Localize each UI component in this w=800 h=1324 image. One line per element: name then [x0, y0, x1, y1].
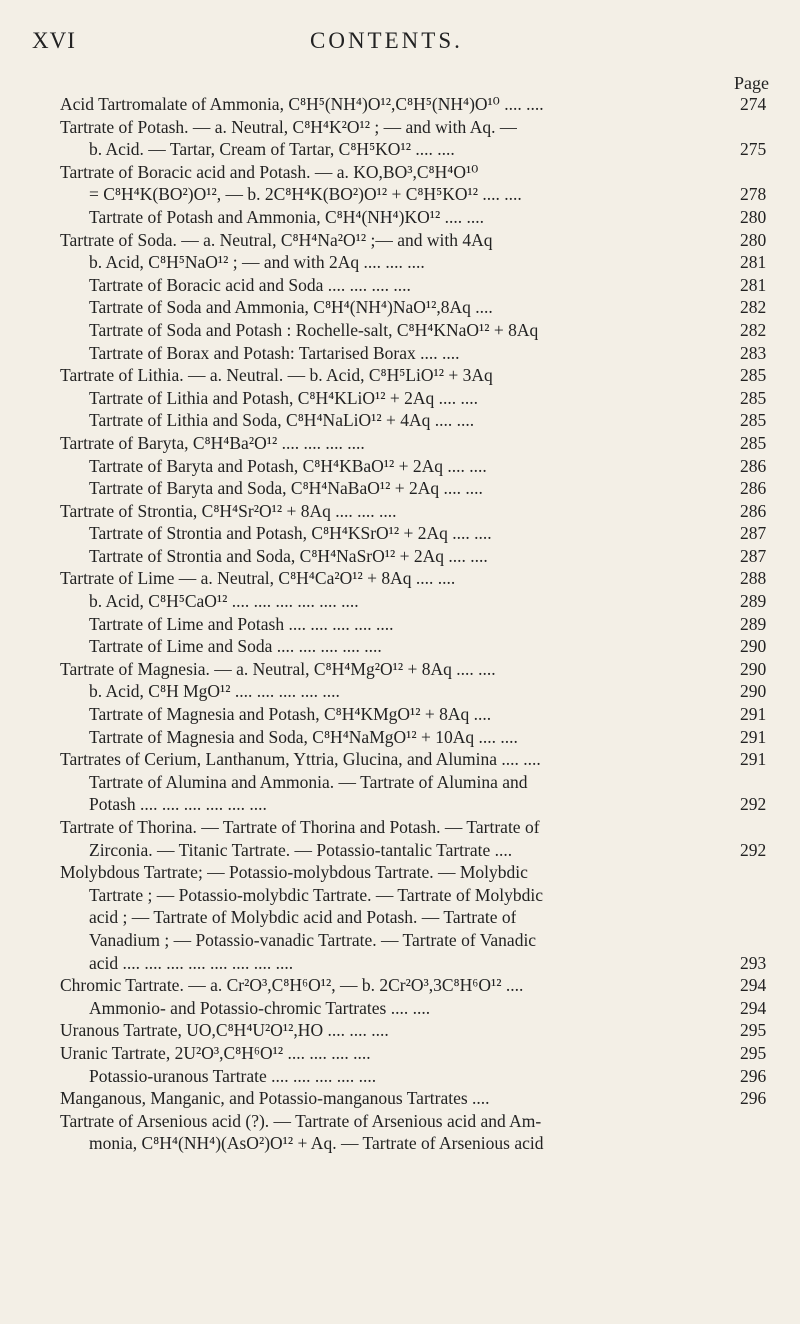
entry-page-number: 282 — [740, 297, 767, 318]
entry-text: Tartrate of Lime — a. Neutral, C⁸H⁴Ca²O¹² + 8Aq .... .... — [60, 568, 456, 589]
entry-text: Tartrate of Potash and Ammonia, C⁸H⁴(NH⁴)KO¹² .... .... — [89, 206, 485, 227]
entry-page-number: 290 — [740, 658, 767, 679]
contents-entry — [0, 658, 800, 681]
entry-text: Potash .... .... .... .... .... .... — [89, 794, 267, 815]
entry-page-number: 285 — [740, 387, 767, 408]
entry-text: Tartrate of Borax and Potash: Tartarised Borax .... .... — [89, 342, 460, 363]
entry-page-number: 294 — [740, 975, 767, 996]
entry-text: Manganous, Manganic, and Potassio-manganous Tartrates .... — [60, 1088, 490, 1109]
contents-entry — [0, 635, 800, 658]
entry-text: monia, C⁸H⁴(NH⁴)(AsO²)O¹² + Aq. — Tartrate of Arsenious acid — [89, 1133, 544, 1154]
entry-page-number: 286 — [740, 455, 767, 476]
entry-text: Tartrate of Soda and Potash : Rochelle-salt, C⁸H⁴KNaO¹² + 8Aq — [89, 319, 539, 340]
entry-text: Acid Tartromalate of Ammonia, C⁸H⁵(NH⁴)O¹²,C⁸H⁵(NH⁴)O¹⁰ .... .... — [60, 94, 544, 114]
entry-page-number: 294 — [740, 997, 767, 1018]
contents-entry — [0, 274, 800, 297]
entry-page-number: 286 — [740, 500, 767, 521]
entry-text: Tartrate of Magnesia and Potash, C⁸H⁴KMgO¹² + 8Aq .... — [89, 704, 492, 725]
contents-entry — [0, 793, 800, 816]
entry-text: Tartrate of Boracic acid and Potash. — a. KO,BO³,C⁸H⁴O¹⁰ — [60, 161, 479, 182]
entry-text: Tartrate of Baryta, C⁸H⁴Ba²O¹² .... .... .... .... — [60, 432, 365, 453]
entry-page-number: 280 — [740, 229, 767, 250]
contents-entry — [0, 522, 800, 545]
entry-text: Potassio-uranous Tartrate .... .... .... .... .... — [89, 1065, 377, 1086]
contents-entry — [0, 161, 800, 184]
entry-page-number: 283 — [740, 342, 767, 363]
entry-page-number: 291 — [740, 704, 767, 725]
contents-entry — [0, 839, 800, 862]
entry-text: Zirconia. — Titanic Tartrate. — Potassio-tantalic Tartrate .... — [89, 839, 513, 860]
entry-text: acid .... .... .... .... .... .... .... .... — [89, 952, 294, 973]
entry-text: Tartrates of Cerium, Lanthanum, Yttria, Glucina, and Alumina .... .... — [60, 749, 541, 770]
entry-text: Uranous Tartrate, UO,C⁸H⁴U²O¹²,HO .... .... .... — [60, 1020, 389, 1041]
entry-text: Tartrate of Thorina. — Tartrate of Thorina and Potash. — Tartrate of — [60, 817, 540, 837]
contents-entry — [0, 183, 800, 206]
page-column-label: Page — [734, 73, 769, 93]
contents-entry — [0, 748, 800, 771]
contents-entry — [0, 952, 800, 975]
entry-page-number: 285 — [740, 432, 767, 453]
contents-entry — [0, 229, 800, 252]
running-title: CONTENTS. — [310, 28, 463, 53]
contents-entry — [0, 929, 800, 952]
page-folio: XVI — [32, 28, 76, 53]
contents-entry — [0, 613, 800, 636]
entry-text: Tartrate of Potash. — a. Neutral, C⁸H⁴K²O¹² ; — and with Aq. — — [60, 116, 518, 137]
entry-page-number: 291 — [740, 749, 767, 770]
contents-entry — [0, 364, 800, 387]
entry-text: = C⁸H⁴K(BO²)O¹², — b. 2C⁸H⁴K(BO²)O¹² + C⁸H⁵KO¹² .... .... — [89, 184, 522, 205]
contents-entry — [0, 771, 800, 794]
entry-page-number: 290 — [740, 681, 767, 702]
entry-text: Molybdous Tartrate; — Potassio-molybdous Tartrate. — Molybdic — [60, 862, 528, 883]
contents-entry — [0, 319, 800, 342]
entry-text: Tartrate of Soda and Ammonia, C⁸H⁴(NH⁴)NaO¹²,8Aq .... — [89, 297, 493, 318]
entry-page-number: 288 — [740, 568, 767, 589]
contents-entry — [0, 455, 800, 478]
contents-entry — [0, 816, 800, 839]
entry-page-number: 296 — [740, 1088, 767, 1109]
entry-text: Tartrate of Lithia. — a. Neutral. — b. Acid, C⁸H⁵LiO¹² + 3Aq — [60, 365, 493, 386]
contents-entry — [0, 251, 800, 274]
entry-text: Tartrate of Baryta and Potash, C⁸H⁴KBaO¹² + 2Aq .... .... — [89, 455, 487, 476]
contents-entry — [0, 116, 800, 139]
entry-text: Tartrate of Magnesia. — a. Neutral, C⁸H⁴Mg²O¹² + 8Aq .... .... — [60, 658, 496, 679]
contents-entry — [0, 567, 800, 590]
entry-text: b. Acid, C⁸H⁵CaO¹² .... .... .... .... .... .... — [89, 591, 359, 612]
contents-entry — [0, 138, 800, 161]
entry-page-number: 285 — [740, 365, 767, 386]
contents-entry — [0, 1065, 800, 1088]
entry-page-number: 289 — [740, 591, 767, 612]
entry-text: Ammonio- and Potassio-chromic Tartrates .... .... — [89, 997, 431, 1018]
entry-text: Tartrate of Baryta and Soda, C⁸H⁴NaBaO¹² + 2Aq .... .... — [89, 478, 483, 499]
contents-entry — [0, 1132, 800, 1155]
entry-page-number: 280 — [740, 206, 767, 227]
entry-page-number: 278 — [740, 184, 767, 205]
entry-page-number: 295 — [740, 1042, 767, 1063]
entry-page-number: 282 — [740, 319, 767, 340]
entry-page-number: 291 — [740, 726, 767, 747]
entry-page-number: 285 — [740, 410, 767, 431]
contents-entry — [0, 680, 800, 703]
entry-text: Tartrate of Strontia, C⁸H⁴Sr²O¹² + 8Aq .... .... .... — [60, 500, 397, 521]
entry-text: Uranic Tartrate, 2U²O³,C⁸H⁶O¹² .... .... .... .... — [60, 1042, 371, 1063]
contents-entry — [0, 387, 800, 410]
entry-page-number: 275 — [740, 139, 767, 160]
entry-page-number: 295 — [740, 1020, 767, 1041]
contents-entry — [0, 545, 800, 568]
entry-page-number: 281 — [740, 252, 767, 273]
contents-entry — [0, 861, 800, 884]
entry-text: Tartrate of Boracic acid and Soda .... .... .... .... — [89, 274, 411, 295]
entry-text: Tartrate of Lime and Potash .... .... .... .... .... — [89, 613, 394, 634]
entry-page-number: 296 — [740, 1065, 767, 1086]
contents-entry — [0, 1019, 800, 1042]
entry-text: Tartrate of Lithia and Potash, C⁸H⁴KLiO¹² + 2Aq .... .... — [89, 387, 479, 408]
contents-entry — [0, 997, 800, 1020]
contents-entry — [0, 884, 800, 907]
entry-page-number: 292 — [740, 794, 767, 815]
entry-text: Tartrate of Soda. — a. Neutral, C⁸H⁴Na²O¹² ;— and with 4Aq — [60, 229, 493, 250]
contents-entry — [0, 93, 800, 116]
entry-text: Tartrate of Lime and Soda .... .... .... .... .... — [89, 636, 382, 657]
entry-text: Tartrate of Magnesia and Soda, C⁸H⁴NaMgO¹² + 10Aq .... .... — [89, 726, 518, 747]
contents-entry — [0, 477, 800, 500]
entry-text: b. Acid, C⁸H MgO¹² .... .... .... .... .... — [89, 681, 340, 702]
entry-text: acid ; — Tartrate of Molybdic acid and Potash. — Tartrate of — [89, 907, 517, 928]
contents-entry — [0, 906, 800, 929]
entry-page-number: 293 — [740, 952, 767, 973]
entry-text: Tartrate of Alumina and Ammonia. — Tartrate of Alumina and — [89, 771, 528, 792]
contents-list — [0, 93, 800, 1155]
contents-entry — [0, 590, 800, 613]
entry-page-number: 290 — [740, 636, 767, 657]
entry-text: Tartrate of Strontia and Soda, C⁸H⁴NaSrO¹² + 2Aq .... .... — [89, 545, 488, 566]
entry-text: Tartrate of Strontia and Potash, C⁸H⁴KSrO¹² + 2Aq .... .... — [89, 523, 492, 544]
contents-entry — [0, 1087, 800, 1110]
entry-text: Chromic Tartrate. — a. Cr²O³,C⁸H⁶O¹², — b. 2Cr²O³,3C⁸H⁶O¹² .... — [60, 975, 524, 996]
contents-entry — [0, 342, 800, 365]
contents-entry — [0, 500, 800, 523]
contents-entry — [0, 432, 800, 455]
entry-page-number: 289 — [740, 613, 767, 634]
contents-entry — [0, 409, 800, 432]
entry-text: Tartrate ; — Potassio-molybdic Tartrate. — Tartrate of Molybdic — [89, 884, 543, 905]
contents-entry — [0, 726, 800, 749]
contents-entry — [0, 1042, 800, 1065]
entry-text: Vanadium ; — Potassio-vanadic Tartrate. — Tartrate of Vanadic — [89, 929, 537, 950]
entry-text: Tartrate of Lithia and Soda, C⁸H⁴NaLiO¹² + 4Aq .... .... — [89, 410, 475, 431]
entry-page-number: 274 — [740, 94, 767, 114]
entry-page-number: 287 — [740, 523, 767, 544]
contents-entry — [0, 703, 800, 726]
entry-page-number: 287 — [740, 545, 767, 566]
contents-entry — [0, 1110, 800, 1133]
entry-text: Tartrate of Arsenious acid (?). — Tartrate of Arsenious acid and Am- — [60, 1110, 542, 1131]
entry-page-number: 281 — [740, 274, 767, 295]
contents-entry — [0, 206, 800, 229]
contents-entry — [0, 296, 800, 319]
contents-entry — [0, 974, 800, 997]
entry-page-number: 292 — [740, 839, 767, 860]
entry-text: b. Acid, C⁸H⁵NaO¹² ; — and with 2Aq .... .... .... — [89, 252, 425, 273]
entry-text: b. Acid. — Tartar, Cream of Tartar, C⁸H⁵KO¹² .... .... — [89, 139, 455, 160]
entry-page-number: 286 — [740, 478, 767, 499]
